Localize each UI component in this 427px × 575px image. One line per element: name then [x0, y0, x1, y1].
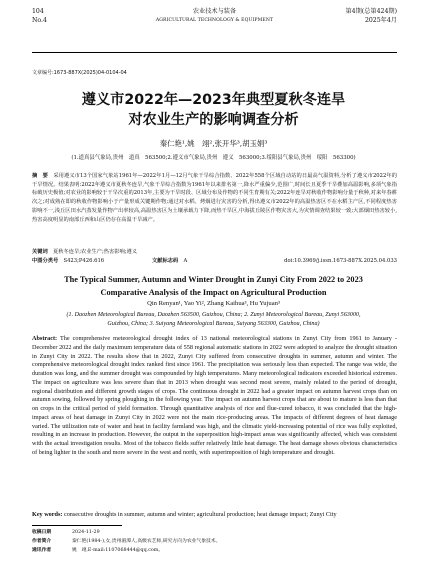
doc-code-value: A	[178, 258, 188, 264]
journal-title-cn: 农业技术与装备	[192, 8, 237, 15]
abstract-en	[32, 335, 397, 458]
doc-code-label: 文献标志码	[152, 258, 179, 264]
affiliation-cn: (1.道真县气象局,贵州 道真 563500;2.遵义市气象局,贵州 遵义 563000;3.绥阳县气象局,贵州 绥阳 563300)	[71, 155, 356, 161]
title-cn-line: 对农业生产的影响调查分析	[128, 112, 299, 128]
abstract-en-label: Abstract:	[32, 335, 58, 342]
keywords-cn-label: 关键词	[32, 249, 48, 255]
clc-value: S423;P426.616	[58, 258, 105, 264]
clc-label: 中图分类号	[32, 258, 59, 264]
footnote-key: 作者简介	[32, 538, 52, 544]
journal-title-en: AGRICULTURAL TECHNOLOGY & EQUIPMENT	[155, 17, 274, 23]
header-center	[32, 8, 397, 25]
footnote-received	[32, 529, 397, 538]
header-right	[345, 8, 397, 25]
footnote-value: 秦仁艳(1984-),女,贵州湄潭人,高级农艺师,研究方向为农业气象技术。	[72, 538, 221, 544]
title-en-line: Comparative Analysis of the Impact on Agricultural Production	[100, 287, 327, 297]
footnote-key: 收稿日期	[32, 530, 52, 535]
publication-date: 2025年4月	[364, 16, 397, 24]
article-id: 文章编号:1673-887X(2025)04-0104-04	[32, 70, 127, 76]
footnote-author	[32, 538, 397, 547]
issue-number: No.4	[32, 16, 47, 24]
title-cn	[30, 90, 397, 130]
keywords-en-text: consecutive droughts in summer, autumn and winter; agricultural production; heat damage impact; Zunyi City	[62, 511, 337, 518]
keywords-en	[32, 511, 397, 518]
affiliation-en	[30, 311, 397, 328]
doi: doi:10.3969/j.issn.1673-887X.2025.04.033	[284, 258, 397, 264]
keywords-cn	[32, 248, 397, 257]
abstract-en-text: The comprehensive meteorological drought index of 13 national meteorological stations in Zunyi City from 1961 to January - December 2022 and the daily maximum temperature data of 558 regional automatic stations in 2022 were adopted to analyze the drought situation in Zunyi City in 2022. The results show that in 2022, Zunyi City suffered from consecutive droughts in summer, autumn and winter. The comprehensive meteorological drought index ranked first since 1961. The precipitation was seriously less than expected. The range was wide, the duration was long, and the summer drought was compounded by high temperatures. Many meteorological indicators exceeded historical extremes. The impact on agriculture was less severe than that in 2013 when drought was second most severe, mainly related to the period of drought, regional distribution and different growth stages of crops. The continuous drought in 2022 had a greater impact on autumn harvest crops than on autumn sowing, followed by spring ploughing in the following year. The impact on autumn harvest crops that are about to mature is less than that on crops in the critical period of yield formation. Through quantitative analysis of rice and flue-cured tobacco, it was concluded that the high-impact areas of heat damage in Zunyi City in 2022 were not the main rice-producing areas. The impacts of different degrees of heat damage varied. The utilization rate of water and heat in facility farmland was high, and the climatic yield-increasing potential of rice was fully exploited, resulting in an increase in production. However, the output in the superposition high-impact areas was significantly affected, which was consistent with the actual investigation results. Most of the tobacco fields suffer relatively little heat damage. The heat damage shows obvious characteristics of being lighter in the south and more severe in the west and north, with superimposition of high temperature and drought.	[32, 335, 397, 456]
header-divider	[32, 52, 397, 53]
authors-en: Qin Renyan¹, Yao Yi², Zhang Kaihua³, Hu Yujuan³	[147, 300, 280, 307]
footnote-key: 通讯作者	[32, 547, 52, 553]
keywords-cn-text: 夏秋冬连旱;农业生产;热害影响;遵义	[47, 249, 138, 255]
keywords-en-label: Key words:	[32, 511, 63, 518]
footnote-value: 姚 翊,E-mail:1107068444@qq.com。	[72, 547, 164, 553]
authors-cn: 秦仁艳¹,姚 翊²,张开华³,胡玉娟³	[159, 139, 268, 148]
title-cn-line: 遵义市2022年—2023年典型夏秋冬连旱	[81, 92, 346, 108]
title-en-line: The Typical Summer, Autumn and Winter Drought in Zunyi City From 2022 to 2023	[64, 275, 363, 284]
affiliation-en-line: (1. Daozhen Meteorological Bureau, Daozhen 563500, Guizhou, China; 2. Zunyi Meteorological Bureau, Zunyi 563000,	[66, 312, 361, 318]
title-en	[30, 274, 397, 299]
footnote-correspondence	[32, 547, 397, 556]
volume-issue: 第4期(总第424期)	[345, 8, 397, 15]
footnote-divider	[32, 525, 122, 526]
footnote-value: 2024-11-29	[72, 530, 100, 535]
page-number: 104	[32, 8, 44, 15]
footnotes	[32, 529, 397, 556]
abstract-cn-text: 采用遵义市13个国家气象站1961年—2022年1月—12月气象干旱综合指数、2022年558个区域自动站的日最高气温资料,分析了遵义市2022年的干旱情况。结果表明:2022年遵义市夏秋冬连旱,气象干旱综合指数为1961年以来排名第一,降水严重偏少,范围广,时间长且夏季干旱叠加高温影响,多项气象指标破历史极值;对农业的影响较于干旱次重的2013年,主要为干旱时段、区域分布及作物的不同生育期有关;2022年连旱对秋收作物影响分量于秋种,对来年春耕次之;对成熟在即的秋收作物影响小于产量形成关键期作物;通过对水稻、烤烟进行灾害的分析,得出遵义市2022年的高温热害区不在水稻主产区,不同程度热害影响不一,浅丘区田水汽蒸发量作物产出率较高,高温热害区为土壤承载力下降,而热干旱区,中海拔丘陵区作物灾害大,为灾情调查结果较一致;大部烟田热害较小,热害高度明显的南部丘西和山区仍存在高温干旱减产。	[32, 173, 397, 223]
affiliation-en-line: Guizhou, China; 3. Suiyang Meteorological Bureau, Suiyang 563300, Guizhou, China)	[107, 320, 320, 327]
running-header	[32, 8, 397, 48]
abstract-cn-label: 摘 要	[32, 173, 48, 179]
abstract-cn	[32, 172, 397, 224]
